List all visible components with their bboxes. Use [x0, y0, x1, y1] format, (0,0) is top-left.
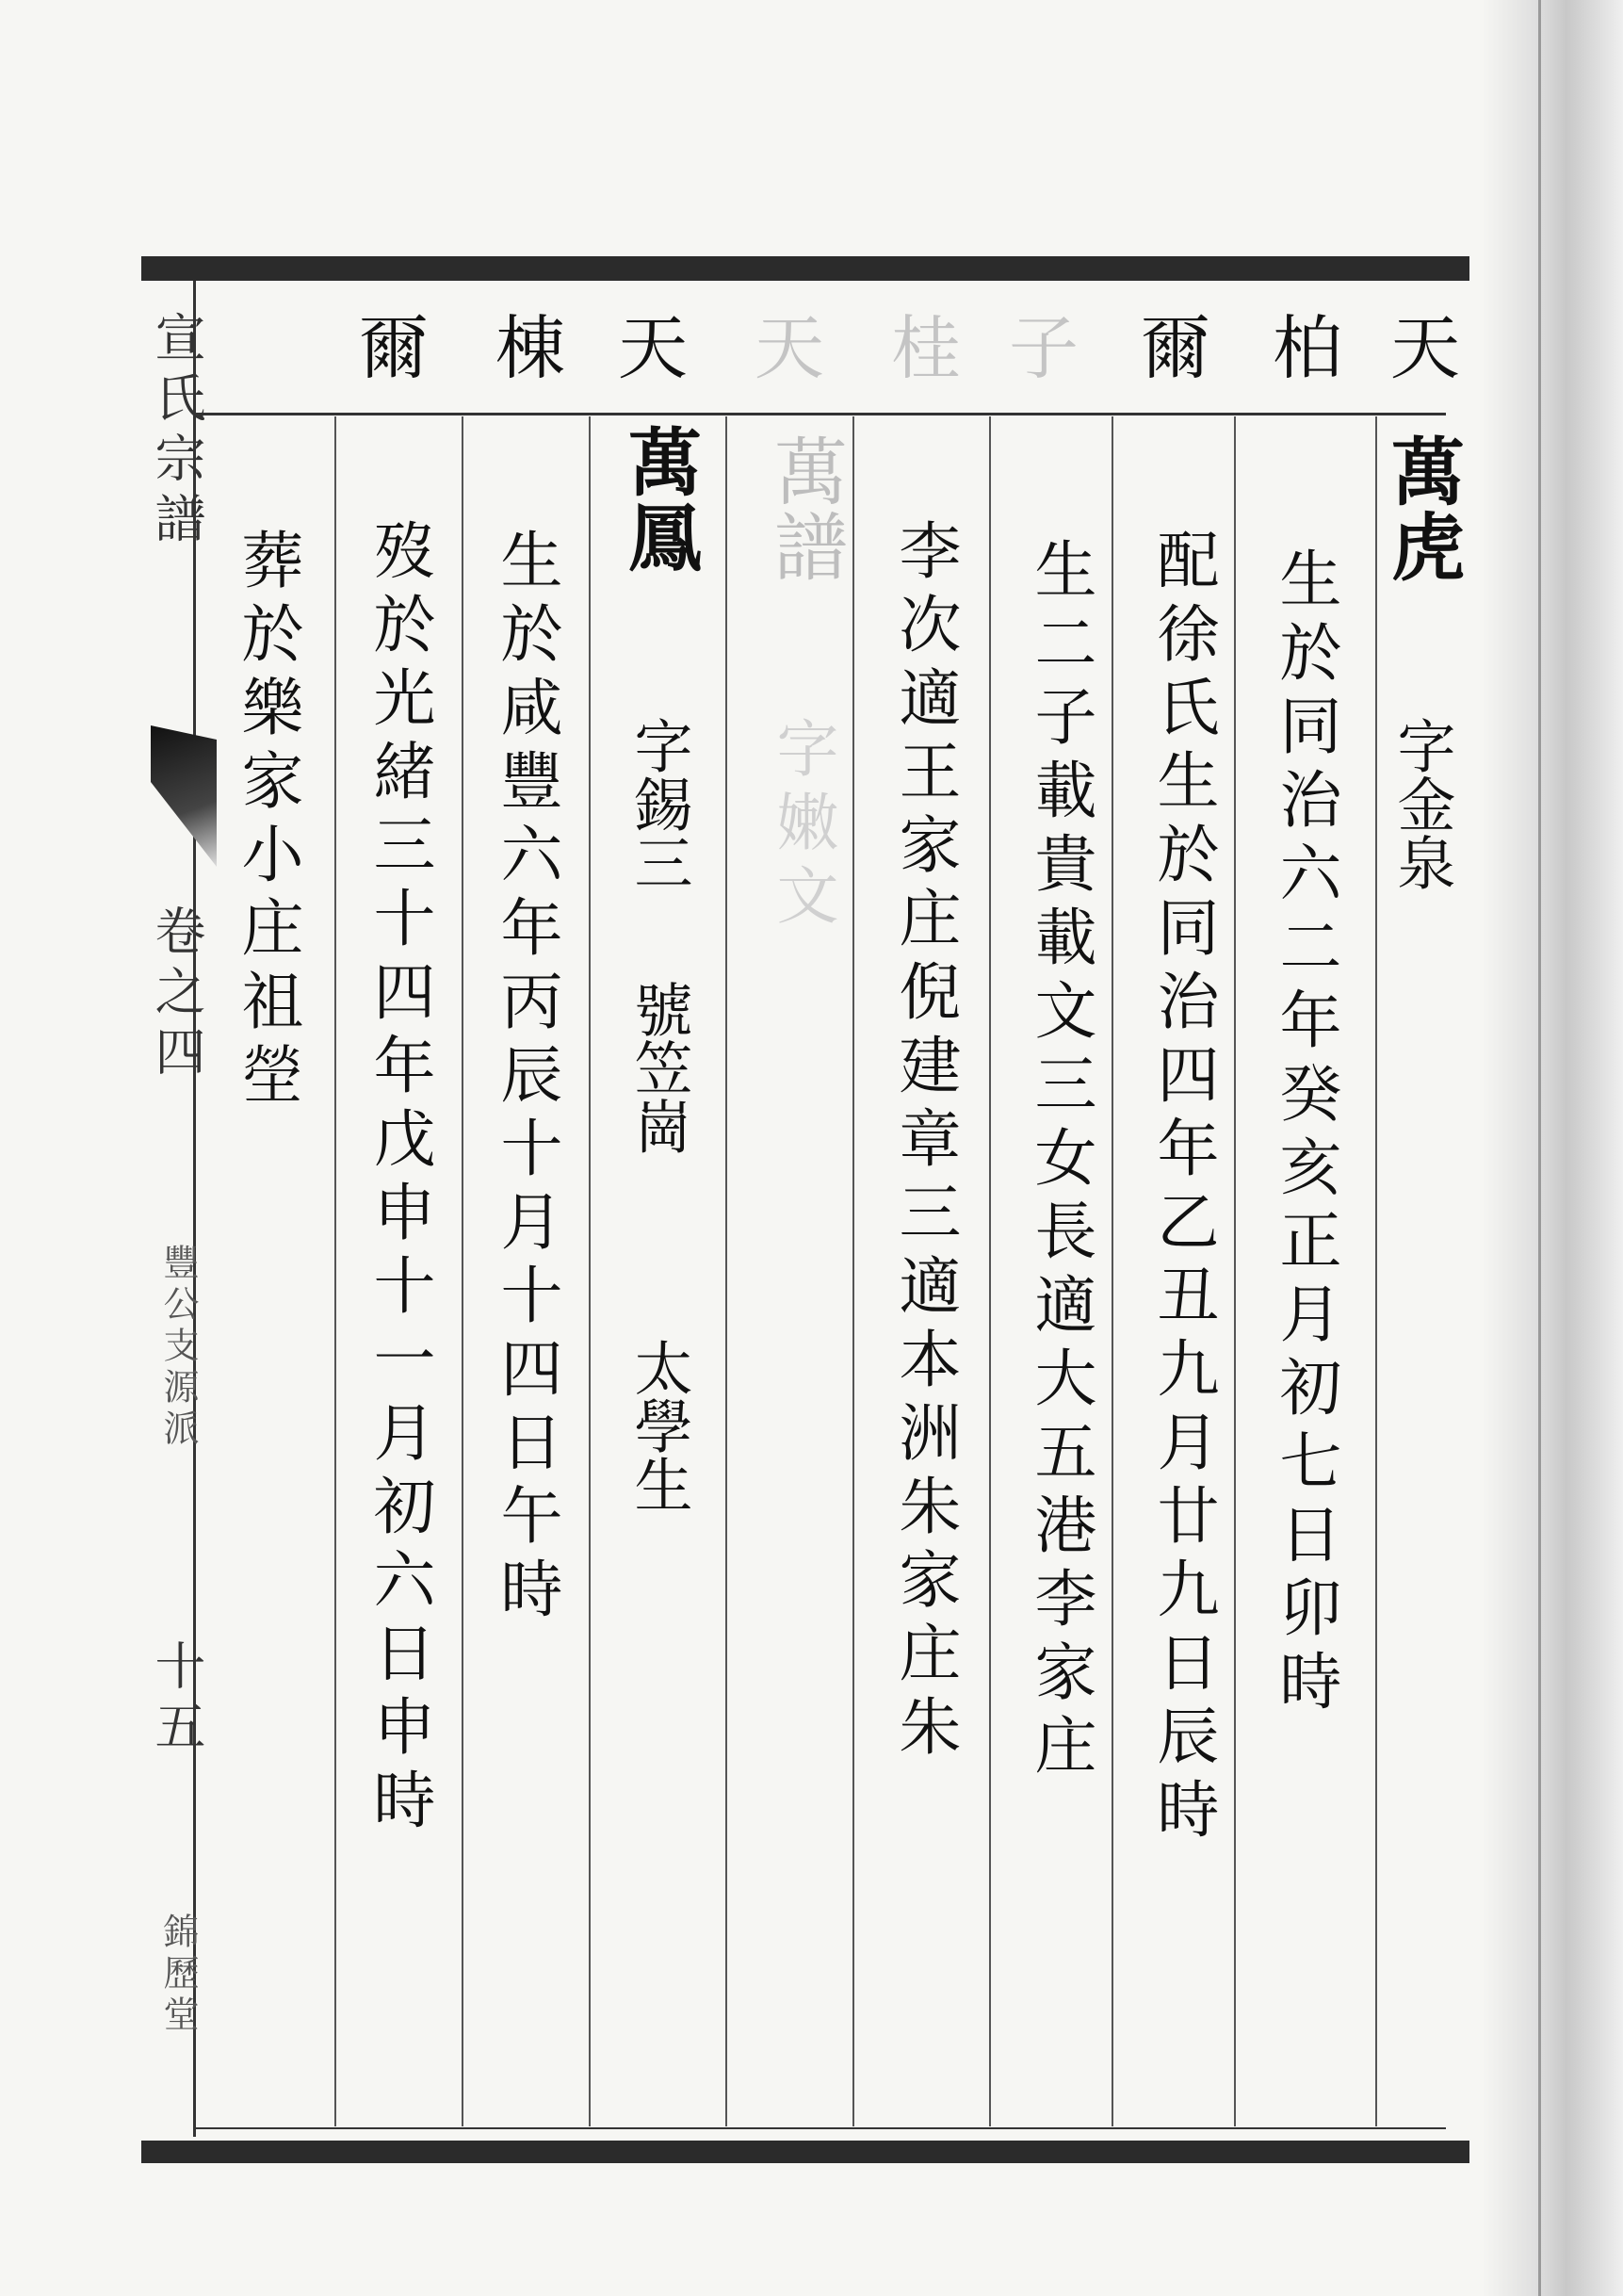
- top-border: [141, 256, 1469, 281]
- generation-char: 天: [607, 311, 688, 386]
- courtesy-name-faint: 字嫩文: [766, 716, 838, 936]
- death-record: 歿於光緒三十四年戊申十一月初六日申時: [363, 518, 435, 1841]
- column-divider: [852, 416, 854, 2126]
- daughters-record: 李次適王家庄倪建章三適本洲朱家庄朱: [888, 518, 961, 1767]
- bottom-border: [141, 2141, 1469, 2163]
- children-record: 生二子載貴載文三女長適大五港李家庄: [1024, 537, 1096, 1786]
- column-divider: [589, 416, 591, 2126]
- generation-char: 子: [998, 311, 1079, 386]
- burial-record: 葬於樂家小庄祖塋: [231, 528, 303, 1115]
- column-divider: [1375, 416, 1377, 2126]
- courtesy-name: 字錫三: [625, 716, 693, 891]
- courtesy-name: 字金泉: [1388, 716, 1456, 891]
- generation-char: 柏: [1261, 311, 1342, 386]
- alias-name: 號笠崗: [625, 980, 693, 1155]
- left-frame: [193, 281, 196, 2137]
- academic-title: 太學生: [625, 1338, 693, 1513]
- person-name: 萬鳳: [616, 424, 702, 575]
- person-name: 萬虎: [1379, 433, 1465, 584]
- inner-bottom: [193, 2127, 1446, 2129]
- column-divider: [334, 416, 336, 2126]
- birth-record: 生於咸豐六年丙辰十月十四日午時: [490, 528, 562, 1630]
- column-divider: [1112, 416, 1113, 2126]
- column-divider: [989, 416, 991, 2126]
- publisher-name: 錦歷堂: [157, 1913, 199, 2037]
- generation-char: 爾: [1129, 311, 1210, 386]
- person-name-faint: 萬譜: [762, 433, 847, 584]
- birth-record: 生於同治六二年癸亥正月初七日卯時: [1269, 546, 1341, 1722]
- generation-char: 爾: [348, 311, 429, 386]
- generation-char: 棟: [484, 311, 565, 386]
- book-title: 宣氏宗譜: [147, 311, 206, 552]
- generation-char: 天: [743, 311, 824, 386]
- column-divider: [725, 416, 727, 2126]
- column-divider: [462, 416, 463, 2126]
- page-number: 十五: [147, 1639, 206, 1760]
- volume-number: 卷之四: [147, 904, 206, 1085]
- branch-name: 豐公支源派: [157, 1244, 199, 1451]
- spouse-record: 配徐氏生於同治四年乙丑九月廿九日辰時: [1146, 528, 1219, 1850]
- page-binding-edge: [1482, 0, 1623, 2296]
- generation-char: 桂: [880, 311, 961, 386]
- column-divider: [1234, 416, 1236, 2126]
- generation-char: 天: [1379, 311, 1460, 386]
- generation-row-bottom: [193, 413, 1446, 415]
